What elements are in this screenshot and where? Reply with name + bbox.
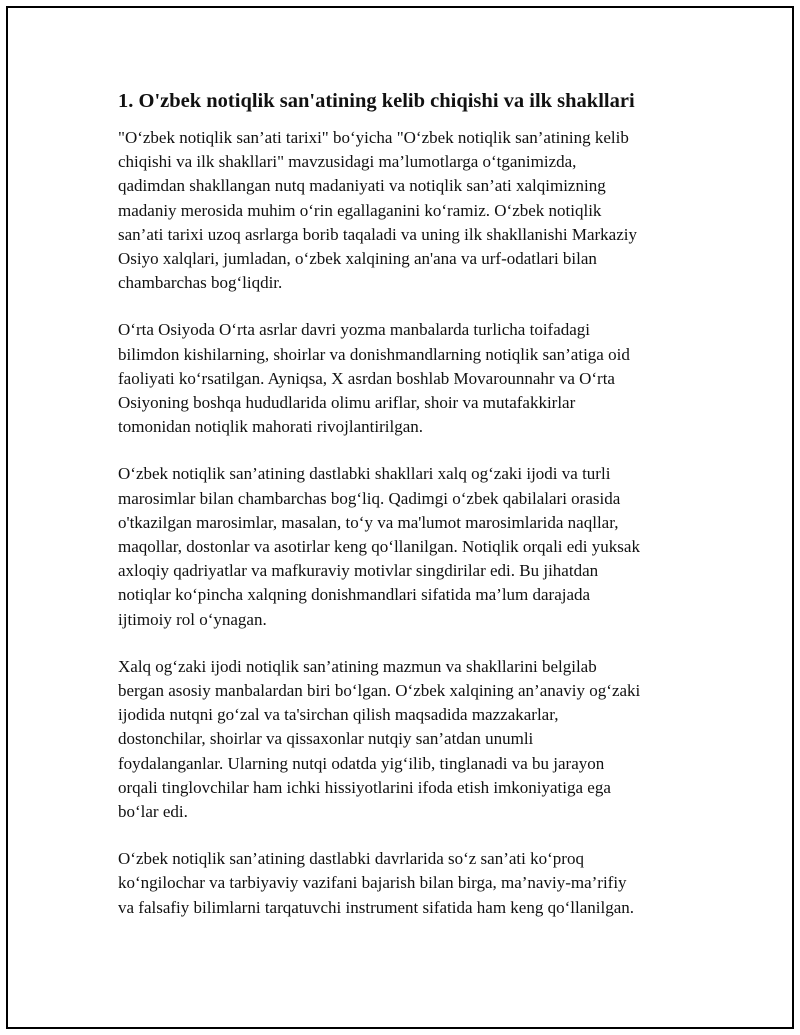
paragraph-line: va falsafiy bilimlarni tarqatuvchi instrument sifatida ham keng qo‘llanilgan. bbox=[118, 897, 634, 917]
paragraph-line: Osiyoning boshqa hududlarida olimu ariflar, shoir va mutafakkirlar bbox=[118, 393, 576, 413]
paragraph-line: bo‘lar edi. bbox=[118, 802, 188, 822]
paragraph-line: chambarchas bog‘liqdir. bbox=[118, 273, 283, 293]
paragraph-line: marosimlar bilan chambarchas bog‘liq. Qadimgi o‘zbek qabilalari orasida bbox=[118, 488, 621, 508]
paragraph-line: maqollar, dostonlar va asotirlar keng qo‘llanilgan. Notiqlik orqali edi yuksak bbox=[118, 537, 640, 557]
paragraph-line: faoliyati ko‘rsatilgan. Ayniqsa, X asrdan boshlab Movarounnahr va O‘rta bbox=[118, 368, 615, 388]
paragraph bbox=[112, 126, 692, 295]
paragraph bbox=[112, 655, 692, 824]
paragraph-line: axloqiy qadriyatlar va mafkuraviy motivlar singdirilar edi. Bu jihatdan bbox=[118, 561, 599, 581]
paragraph-line: "O‘zbek notiqlik san’ati tarixi" bo‘yicha "O‘zbek notiqlik san’atining kelib bbox=[118, 128, 629, 147]
paragraph bbox=[112, 318, 692, 439]
paragraph-line: qadimdan shakllangan nutq madaniyati va notiqlik san’ati xalqimizning bbox=[118, 176, 606, 196]
paragraph-line: Osiyo xalqlari, jumladan, o‘zbek xalqining an'ana va urf-odatlari bilan bbox=[118, 249, 597, 269]
paragraph-line: O‘rta Osiyoda O‘rta asrlar davri yozma manbalarda turlicha toifadagi bbox=[118, 320, 591, 340]
paragraph-line: bilimdon kishilarning, shoirlar va donishmandlarning notiqlik san’atiga oid bbox=[118, 344, 630, 364]
paragraph-line: Xalq og‘zaki ijodi notiqlik san’atining mazmun va shakllarini belgilab bbox=[118, 656, 597, 676]
document-body bbox=[112, 88, 692, 943]
paragraph-line: O‘zbek notiqlik san’atining dastlabki davrlarida so‘z san’ati ko‘proq bbox=[118, 849, 584, 869]
paragraph-line: ijtimoiy rol o‘ynagan. bbox=[118, 609, 267, 629]
section-title: 1. O'zbek notiqlik san'atining kelib chiqishi va ilk shakllari bbox=[118, 90, 635, 112]
paragraph bbox=[112, 462, 692, 631]
paragraph-line: bergan asosiy manbalardan biri bo‘lgan. O‘zbek xalqining an’anaviy og‘zaki bbox=[118, 681, 641, 701]
paragraph-line: o'tkazilgan marosimlar, masalan, to‘y va ma'lumot marosimlarida naqllar, bbox=[118, 512, 619, 532]
paragraph-line: O‘zbek notiqlik san’atining dastlabki shakllari xalq og‘zaki ijodi va turli bbox=[118, 464, 611, 484]
paragraph bbox=[112, 847, 692, 920]
paragraph-line: orqali tinglovchilar ham ichki hissiyotlarini ifoda etish imkoniyatiga ega bbox=[118, 777, 611, 797]
paragraph-line: ko‘ngilochar va tarbiyaviy vazifani bajarish bilan birga, ma’naviy-ma’rifiy bbox=[118, 873, 627, 893]
paragraph-line: san’ati tarixi uzoq asrlarga borib taqaladi va uning ilk shakllanishi Markaziy bbox=[118, 224, 637, 244]
paragraph-list bbox=[112, 126, 692, 920]
paragraph-line: foydalanganlar. Ularning nutqi odatda yig‘ilib, tinglanadi va bu jarayon bbox=[118, 753, 605, 773]
paragraph-line: dostonchilar, shoirlar va qissaxonlar nutqiy san’atdan unumli bbox=[118, 729, 534, 749]
paragraph-line: chiqishi va ilk shakllari" mavzusidagi ma’lumotlarga o‘tganimizda, bbox=[118, 152, 577, 172]
paragraph-line: tomonidan notiqlik mahorati rivojlantirilgan. bbox=[118, 417, 424, 437]
paragraph-line: madaniy merosida muhim o‘rin egallaganini ko‘ramiz. O‘zbek notiqlik bbox=[118, 200, 602, 220]
paragraph-line: notiqlar ko‘pincha xalqning donishmandlari sifatida ma’lum darajada bbox=[118, 585, 591, 605]
paragraph-line: ijodida nutqni go‘zal va ta'sirchan qilish maqsadida mazzakarlar, bbox=[118, 705, 559, 725]
